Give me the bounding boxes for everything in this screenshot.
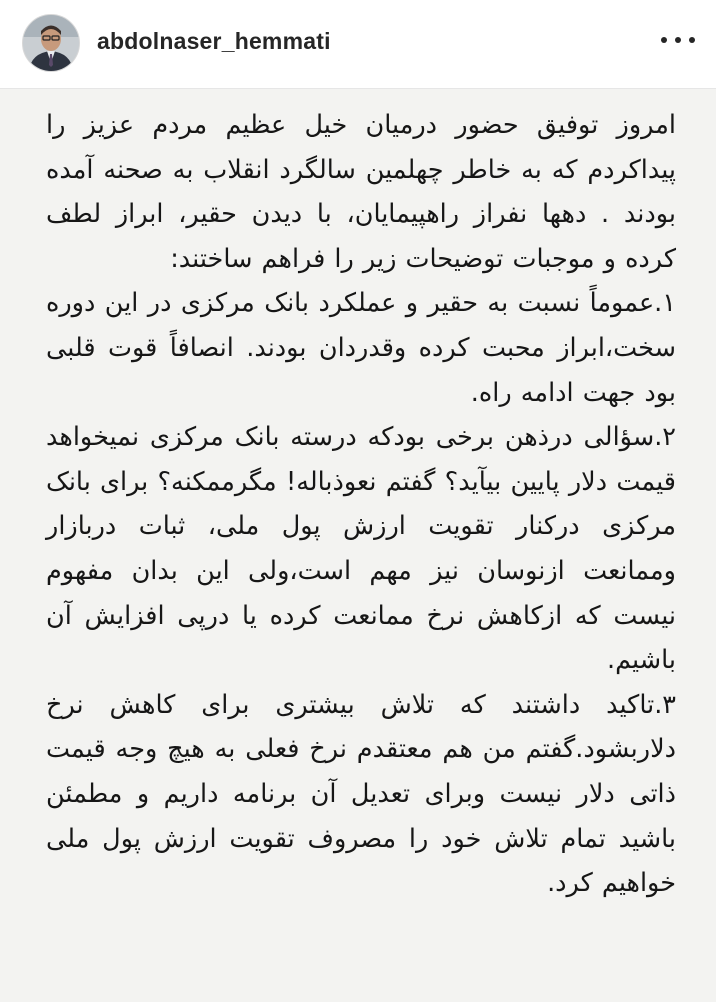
post-text	[46, 103, 676, 906]
dot	[661, 37, 667, 43]
dot	[689, 37, 695, 43]
paragraph-intro: امروز توفیق حضور درمیان خیل عظیم مردم عزیز را پیداکردم که به خاطر چهلمین سالگرد انقلاب به صحنه آمده بودند . دهها نفراز راهپیمایان، با دیدن حقیر، ابراز لطف کرده و موجبات توضیحات زیر را فراهم ساختند:	[46, 110, 676, 274]
avatar[interactable]	[22, 14, 80, 72]
username[interactable]: abdolnaser_hemmati	[97, 28, 331, 54]
post-image	[0, 89, 716, 1002]
profile-photo-icon	[23, 15, 79, 71]
paragraph-3: ۳.تاکید داشتند که تلاش بیشتری برای کاهش نرخ دلاربشود.گفتم من هم معتقدم نرخ فعلی به هیچ وجه قیمت ذاتی دلار نیست وبرای تعدیل آن برنامه داریم و مطمئن باشید تمام تلاش خود را مصروف تقویت ارزش پول ملی خواهیم کرد.	[46, 689, 676, 899]
paragraph-1: ۱.عموماً نسبت به حقیر و عملکرد بانک مرکزی در این دوره سخت،ابراز محبت کرده وقدردان بودند. انصافاً قوت قلبی بود جهت ادامه راه.	[46, 288, 676, 408]
paragraph-2: ۲.سؤالی درذهن برخی بودکه درسته بانک مرکزی نمیخواهد قیمت دلار پایین بیآید؟ گفتم نعوذباله! مگرممکنه؟ برای بانک مرکزی درکنار تقویت ارزش پول ملی، ثبات دربازار وممانعت ازنوسان نیز مهم است،ولی این بدان مفهوم نیست که ازکاهش نرخ ممانعت کرده یا درپی افزایش آن باشیم.	[46, 422, 676, 676]
more-options-icon[interactable]	[661, 30, 695, 50]
dot	[675, 37, 681, 43]
post-header	[0, 0, 716, 89]
